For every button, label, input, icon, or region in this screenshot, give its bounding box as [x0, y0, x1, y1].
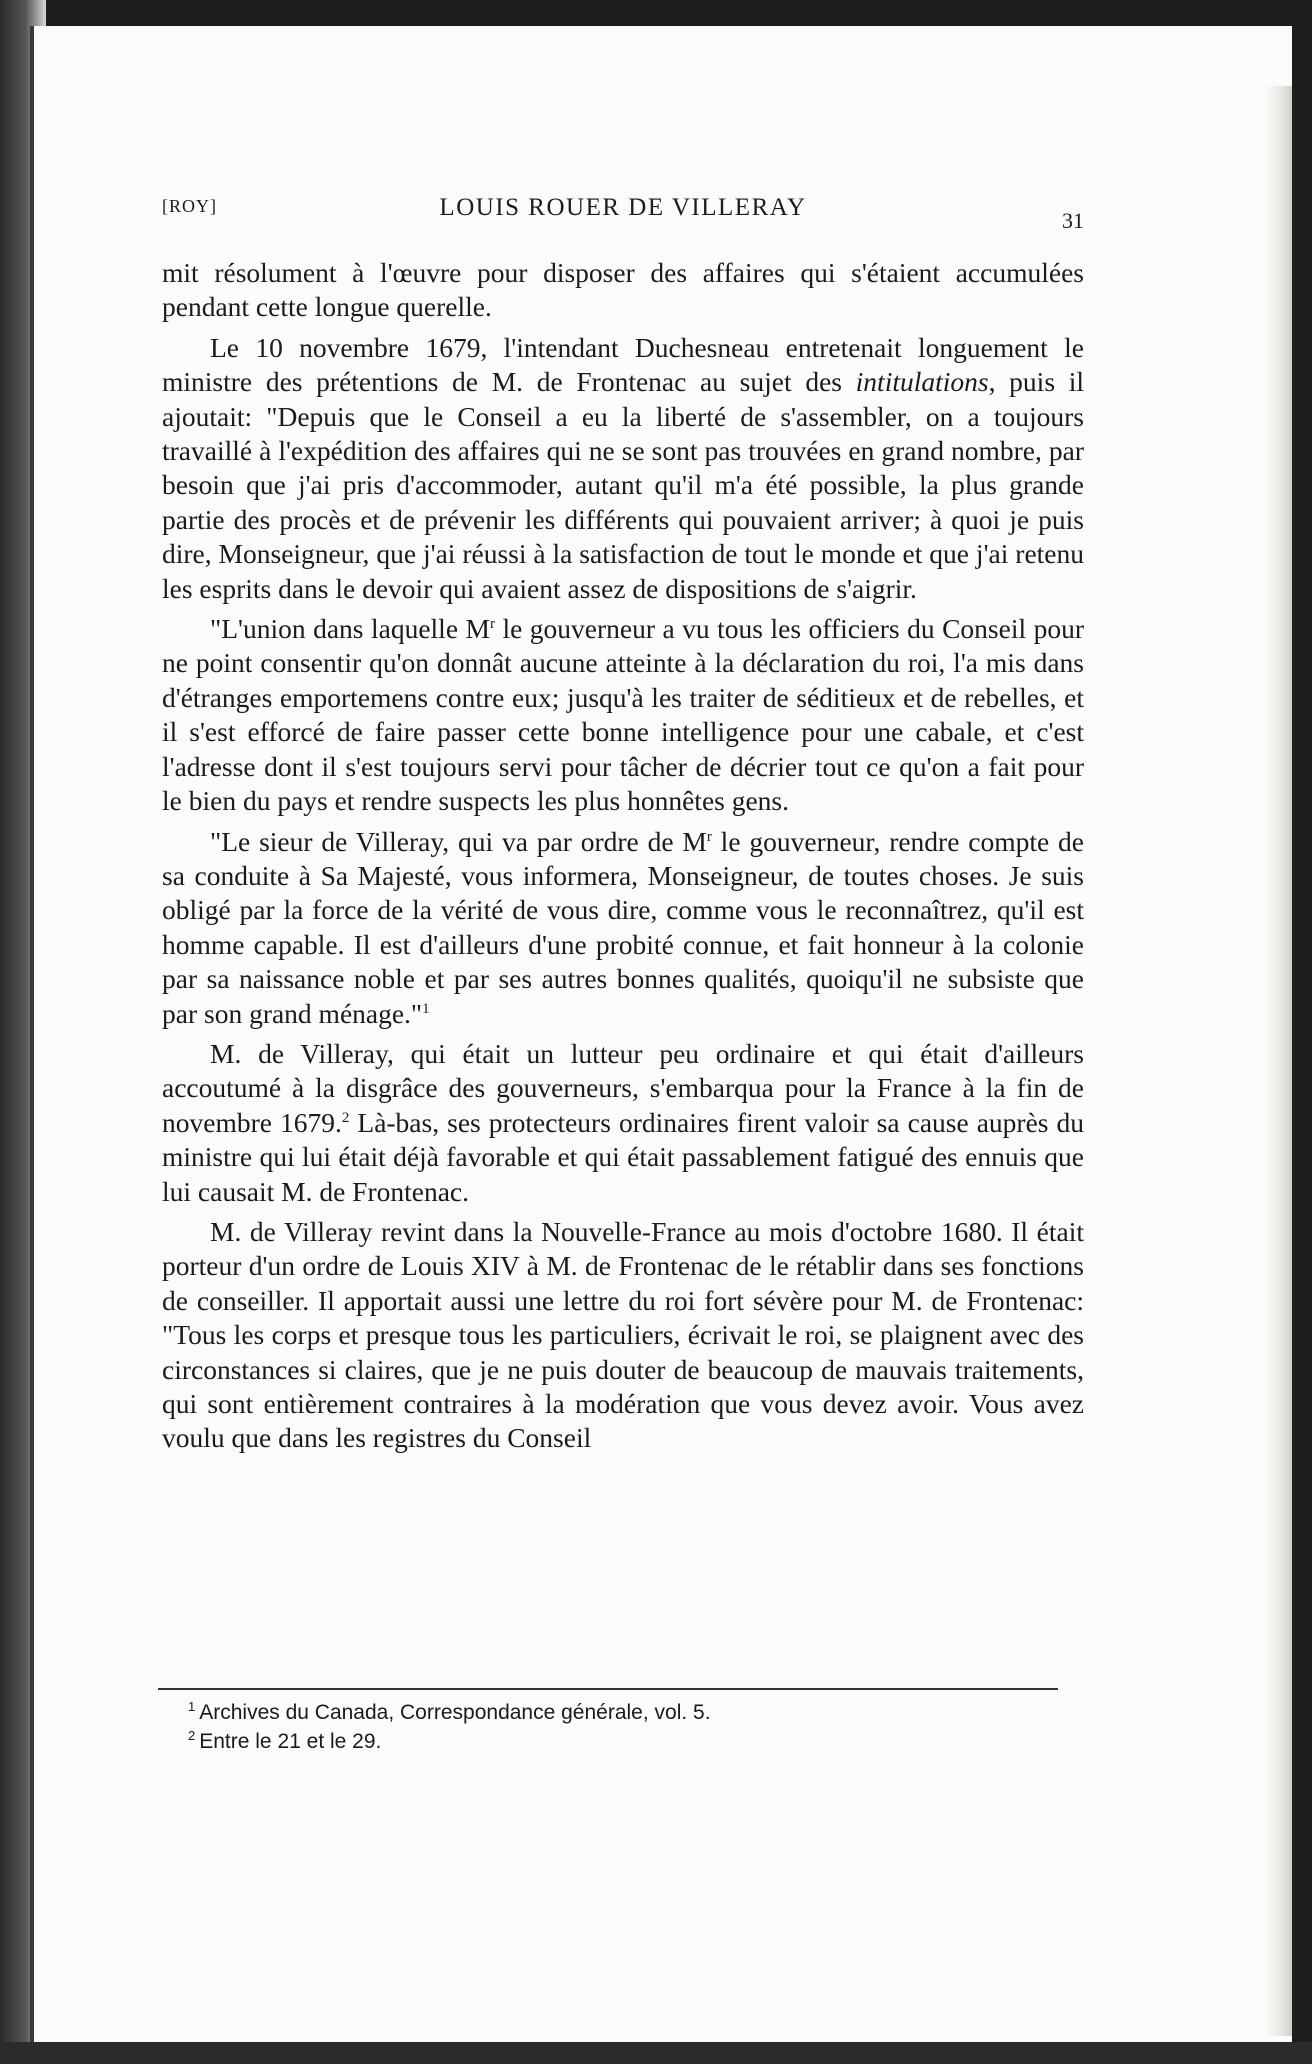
footnote-ref-1[interactable]: 1	[422, 1000, 430, 1017]
header-author-tag: [ROY]	[162, 196, 217, 216]
paragraph-5-text-after: Là-bas, ses protecteurs ordinaires firent valoir sa cause auprès du ministre qui lui était déjà favorable et qui était passablement fatigué des ennuis que lui causait M. de Frontenac.	[162, 1106, 1085, 1207]
header-title: LOUIS ROUER DE VILLERAY	[439, 194, 807, 221]
paragraph-3-text-after: le gouverneur a vu tous les officiers du Conseil pour ne point consentir qu'on donnât aucune atteinte à la déclaration du roi, l'a mis dans d'étranges emportemens contre eux; jusqu'à les traiter de séditieux et de rebelles, et il s'est efforcé de faire passer cette bonne intelligence pour une cabale, et c'est l'adresse dont il s'est toujours servi pour tâcher de décrier tout ce qu'on a fait pour le bien du pays et rendre suspects les plus honnêtes gens.	[162, 613, 1084, 817]
paragraph-4-text-before: "Le sieur de Villeray, qui va par ordre de M	[210, 825, 707, 857]
paragraph-3-text-before: "L'union dans laquelle M	[210, 613, 490, 645]
paragraph-4-text-after: le gouverneur, rendre compte de sa conduite à Sa Majesté, vous informera, Monseigneur, de toutes choses. Je suis obligé par la force de la vérité de vous dire, comme vous le reconnaîtrez, qu'il est homme capable. Il est d'ailleurs d'une probité connue, et fait honneur à la colonie par sa naissance noble et par ses autres bonnes qualités, quoiqu'il ne subsiste que par son grand ménage."	[162, 825, 1084, 1029]
footnote-ref-2[interactable]: 2	[341, 1109, 350, 1126]
body-text	[162, 256, 1084, 1462]
page-number: 31	[1062, 208, 1084, 233]
footnote-1-number: 1	[188, 1699, 196, 1714]
paragraph-6-text: M. de Villeray revint dans la Nouvelle-France au mois d'octobre 1680. Il était porteur d'un ordre de Louis XIV à M. de Frontenac de le rétablir dans ses fonctions de conseiller. Il apportait aussi une lettre du roi fort sévère pour M. de Frontenac: "Tous les corps et presque tous les particuliers, écrivait le roi, se plaignent avec des circonstances si claires, que je ne puis douter de beaucoup de mauvais traitements, qui sont entièrement contraires à la modération que vous devez avoir. Vous avez voulu que dans les registres du Conseil	[162, 1215, 1084, 1454]
paragraph-3-sup: r	[489, 615, 495, 632]
footnote-2	[188, 1727, 1068, 1756]
paragraph-2	[162, 331, 1084, 606]
footnotes	[188, 1698, 1068, 1756]
paragraph-4	[162, 825, 1084, 1031]
paragraph-2-text-after: , puis il ajoutait: "Depuis que le Conseil a eu la liberté de s'assembler, on a toujours travaillé à l'expédition des affaires qui ne se sont pas trouvées en grand nombre, par besoin que j'ai pris d'accommoder, autant qu'il m'a été possible, la plus grande partie des procès et de prévenir les différents qui pouvaient arriver; à quoi je puis dire, Monseigneur, que j'ai réussi à la satisfaction de tout le monde et que j'ai retenu les esprits dans le devoir qui avaient assez de dispositions de s'aigrir.	[162, 366, 1084, 604]
paragraph-1	[162, 256, 1084, 325]
scan-bottom-edge	[0, 2042, 1312, 2064]
running-head	[162, 186, 1084, 236]
page-right-edge	[1266, 86, 1292, 2036]
footnote-1-text: Archives du Canada, Correspondance générale, vol. 5.	[199, 1701, 711, 1724]
paragraph-2-text-before: Le 10 novembre 1679, l'intendant Duchesneau entretenait longuement le ministre des prétentions de M. de Frontenac au sujet des	[162, 331, 1084, 398]
footnote-2-number: 2	[188, 1728, 196, 1743]
footnote-1	[188, 1698, 1068, 1727]
paragraph-1-text: mit résolument à l'œuvre pour disposer des affaires qui s'étaient accumulées pendant cette longue querelle.	[162, 257, 1084, 323]
paragraph-2-italic: intitulations	[855, 366, 989, 398]
paragraph-4-sup: r	[706, 828, 712, 845]
paragraph-6	[162, 1215, 1084, 1456]
paragraph-3	[162, 612, 1084, 818]
paragraph-5-text-before: M. de Villeray, qui était un lutteur peu ordinaire et qui était d'ailleurs accoutumé à la disgrâce des gouverneurs, s'embarqua pour la France à la fin de novembre 1679.	[162, 1037, 1084, 1138]
footnote-rule	[158, 1688, 1058, 1690]
paragraph-5	[162, 1037, 1084, 1209]
footnote-2-text: Entre le 21 et le 29.	[199, 1730, 382, 1753]
